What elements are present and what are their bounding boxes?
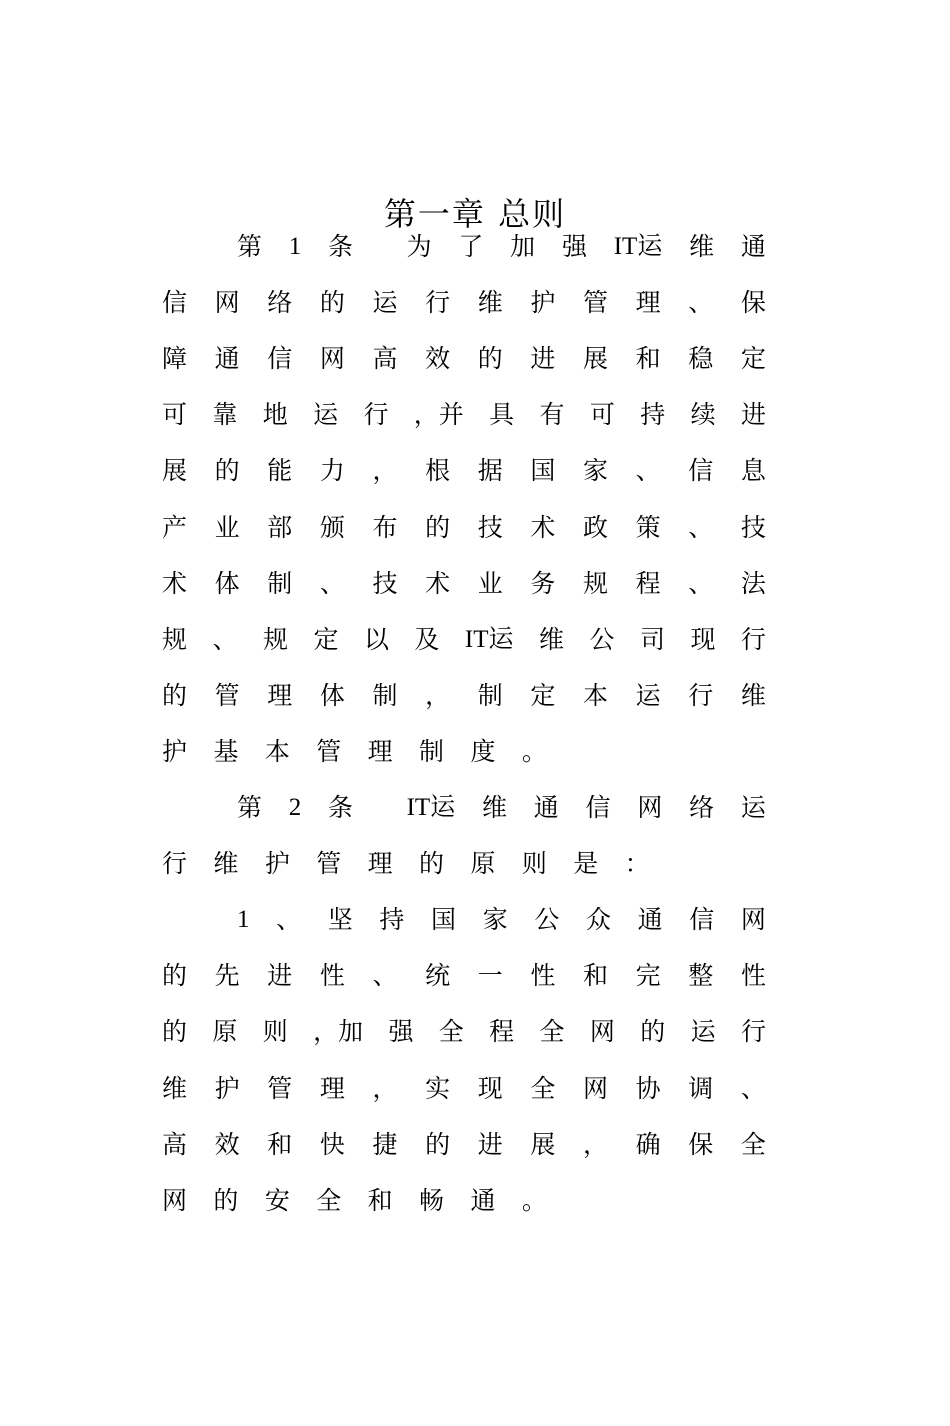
text-char: 、 xyxy=(688,288,714,318)
text-char: 基 xyxy=(213,736,239,766)
text-char: 理 xyxy=(635,288,661,318)
text-char: 保 xyxy=(688,1129,714,1159)
text-char: 、 xyxy=(740,1073,766,1103)
text-char: 技 xyxy=(477,512,503,542)
text-char: 行 xyxy=(740,624,766,654)
text-char: 维 xyxy=(162,1073,188,1103)
text-char: 保 xyxy=(740,288,766,318)
text-char: 定 xyxy=(740,344,766,374)
text-char: 运 xyxy=(372,288,398,318)
text-char: 管 xyxy=(316,849,342,879)
text-char: 理 xyxy=(367,736,393,766)
text-char: 策 xyxy=(635,512,661,542)
text-char: 体 xyxy=(214,568,240,598)
text-char: 根 xyxy=(425,456,451,486)
text-char: ： xyxy=(624,849,650,879)
text-char: 现 xyxy=(477,1073,503,1103)
text-char: 规 xyxy=(162,624,188,654)
text-char: 法 xyxy=(740,568,766,598)
text-char: 护 xyxy=(214,1073,240,1103)
text-char: 、 xyxy=(319,568,345,598)
text-char: 高 xyxy=(162,1129,188,1159)
text-char: 以 xyxy=(363,624,389,654)
text-char: 和 xyxy=(267,1129,293,1159)
text-char: 维 xyxy=(538,624,564,654)
text-char: 维 xyxy=(689,232,715,261)
text-char: 家 xyxy=(482,905,508,935)
text-line xyxy=(162,959,766,993)
text-char: 网 xyxy=(637,793,663,822)
text-char: 的 xyxy=(162,961,188,991)
text-line xyxy=(162,286,766,320)
text-char: 行 xyxy=(162,849,188,879)
text-char: 规 xyxy=(583,568,609,598)
text-char: 2 xyxy=(288,794,302,821)
text-char: 。 xyxy=(521,736,547,766)
text-char: 本 xyxy=(264,736,290,766)
text-line xyxy=(237,230,766,264)
text-char: 络 xyxy=(267,288,293,318)
text-char: 颁 xyxy=(319,512,345,542)
text-char: 进 xyxy=(530,344,556,374)
text-char: 效 xyxy=(425,344,451,374)
text-char: 、 xyxy=(276,905,302,935)
text-char: 维 xyxy=(740,680,766,710)
text-char: 和 xyxy=(583,961,609,991)
text-char: 技 xyxy=(372,568,398,598)
text-char: 通 xyxy=(470,1185,496,1215)
text-char: ， xyxy=(372,1073,398,1103)
text-char: 络 xyxy=(689,793,715,822)
text-char: 和 xyxy=(367,1185,393,1215)
text-char: 制 xyxy=(419,736,445,766)
text-char: 确 xyxy=(635,1129,661,1159)
text-char: 的 xyxy=(162,680,188,710)
text-char: 本 xyxy=(583,680,609,710)
text-char: 规 xyxy=(262,624,288,654)
text-char: 务 xyxy=(530,568,556,598)
text-line xyxy=(237,791,766,825)
text-line xyxy=(162,1184,766,1218)
text-char: 信 xyxy=(267,344,293,374)
text-char: 术 xyxy=(425,568,451,598)
text-char: 原 xyxy=(212,1017,238,1047)
text-char: 具 xyxy=(489,400,515,430)
text-char: 行 xyxy=(740,1017,766,1047)
text-char: 护 xyxy=(530,288,556,318)
text-char: 1 xyxy=(288,233,302,260)
text-char: 有 xyxy=(539,400,565,430)
text-char: 维 xyxy=(481,793,507,822)
text-char: 行 xyxy=(363,400,389,430)
text-char: 及 xyxy=(414,624,440,654)
text-char: 维 xyxy=(477,288,503,318)
text-char: 条 xyxy=(328,793,354,822)
text-char: 性 xyxy=(740,961,766,991)
text-char: 一 xyxy=(477,961,503,991)
text-char: 的 xyxy=(425,1129,451,1159)
text-char: 管 xyxy=(267,1073,293,1103)
text-line xyxy=(162,567,766,601)
text-char: ， xyxy=(425,680,451,710)
text-char: 司 xyxy=(639,624,665,654)
text-line xyxy=(162,623,766,657)
text-char: 护 xyxy=(264,849,290,879)
text-char: 国 xyxy=(530,456,556,486)
text-char: 。 xyxy=(521,1185,547,1215)
text-char: 进 xyxy=(740,400,766,430)
text-line xyxy=(162,847,766,881)
text-char: 网 xyxy=(319,344,345,374)
text-char: 息 xyxy=(740,456,766,486)
text-char: 坚 xyxy=(327,905,353,935)
text-char: 稳 xyxy=(688,344,714,374)
text-line xyxy=(162,735,766,769)
text-char: 据 xyxy=(477,456,503,486)
text-char: 的 xyxy=(214,456,240,486)
text-char: 通 xyxy=(214,344,240,374)
text-char: 管 xyxy=(214,680,240,710)
text-char: 为 xyxy=(406,232,432,261)
text-char: 能 xyxy=(267,456,293,486)
text-char: 协 xyxy=(635,1073,661,1103)
text-char: 全 xyxy=(530,1073,556,1103)
text-char: 网 xyxy=(740,905,766,935)
text-char: 进 xyxy=(267,961,293,991)
text-char: 术 xyxy=(162,568,188,598)
text-char: 快 xyxy=(319,1129,345,1159)
text-char: 管 xyxy=(583,288,609,318)
text-char: 障 xyxy=(162,344,188,374)
text-char: 的 xyxy=(640,1017,666,1047)
text-char: 通 xyxy=(533,793,559,822)
text-char: 业 xyxy=(214,512,240,542)
text-char: 众 xyxy=(585,905,611,935)
text-char: 通 xyxy=(637,905,663,935)
text-char: 制 xyxy=(267,568,293,598)
text-char: 技 xyxy=(740,512,766,542)
text-char: IT运 xyxy=(406,794,456,821)
text-line xyxy=(237,903,766,937)
text-char: 理 xyxy=(267,680,293,710)
text-char: 网 xyxy=(589,1017,615,1047)
text-char: 信 xyxy=(585,793,611,822)
text-char: 持 xyxy=(379,905,405,935)
text-char: 体 xyxy=(319,680,345,710)
text-char: 度 xyxy=(470,736,496,766)
text-line xyxy=(162,454,766,488)
text-char: 条 xyxy=(328,232,354,261)
text-char: 调 xyxy=(688,1073,714,1103)
text-char: 展 xyxy=(583,344,609,374)
text-char: 全 xyxy=(539,1017,565,1047)
text-char: 完 xyxy=(635,961,661,991)
text-char: 全 xyxy=(316,1185,342,1215)
text-char: 国 xyxy=(431,905,457,935)
text-char: 展 xyxy=(162,456,188,486)
text-char: 捷 xyxy=(372,1129,398,1159)
text-char: 定 xyxy=(530,680,556,710)
text-char: 和 xyxy=(635,344,661,374)
text-char: 理 xyxy=(367,849,393,879)
text-char: 原 xyxy=(470,849,496,879)
text-char: 展 xyxy=(530,1129,556,1159)
text-char: 第 xyxy=(237,232,263,261)
text-char: 先 xyxy=(214,961,240,991)
text-char: 产 xyxy=(162,512,188,542)
text-char: 可 xyxy=(589,400,615,430)
text-char: 行 xyxy=(425,288,451,318)
text-char: 公 xyxy=(534,905,560,935)
text-char: 全 xyxy=(740,1129,766,1159)
text-char: ，并 xyxy=(413,400,464,430)
text-char: 的 xyxy=(477,344,503,374)
text-char: 网 xyxy=(162,1185,188,1215)
text-char: 护 xyxy=(162,736,188,766)
text-line xyxy=(162,398,766,432)
text-char: 的 xyxy=(319,288,345,318)
text-char: 进 xyxy=(477,1129,503,1159)
text-char: 程 xyxy=(489,1017,515,1047)
text-line xyxy=(162,342,766,376)
text-char: 整 xyxy=(688,961,714,991)
text-char: 制 xyxy=(372,680,398,710)
text-char: 公 xyxy=(589,624,615,654)
text-char: 效 xyxy=(214,1129,240,1159)
text-char: 管 xyxy=(316,736,342,766)
text-char: 运 xyxy=(635,680,661,710)
text-line xyxy=(162,679,766,713)
text-char: 理 xyxy=(319,1073,345,1103)
text-char: 术 xyxy=(530,512,556,542)
text-char: 了 xyxy=(458,232,484,261)
text-char: 强 xyxy=(561,232,587,261)
text-char: 畅 xyxy=(419,1185,445,1215)
text-char: 政 xyxy=(583,512,609,542)
text-char: 的 xyxy=(425,512,451,542)
text-char: 业 xyxy=(477,568,503,598)
text-char: 的 xyxy=(213,1185,239,1215)
text-char: 现 xyxy=(690,624,716,654)
text-char: 制 xyxy=(477,680,503,710)
text-char: ， xyxy=(583,1129,609,1159)
text-char: 实 xyxy=(425,1073,451,1103)
text-char: 运 xyxy=(740,793,766,822)
text-char: 1 xyxy=(237,906,250,934)
text-char: 加 xyxy=(510,232,536,261)
text-char: 的 xyxy=(419,849,445,879)
text-char: 网 xyxy=(214,288,240,318)
text-char: 性 xyxy=(530,961,556,991)
text-char: 高 xyxy=(372,344,398,374)
text-char: 行 xyxy=(688,680,714,710)
text-char: 信 xyxy=(689,905,715,935)
text-char: 的 xyxy=(162,1017,188,1047)
text-char: 运 xyxy=(690,1017,716,1047)
text-char: 、 xyxy=(212,624,238,654)
text-line xyxy=(162,1015,766,1049)
text-char: 维 xyxy=(213,849,239,879)
text-char: 信 xyxy=(162,288,188,318)
text-char: 地 xyxy=(262,400,288,430)
text-char: 第 xyxy=(237,793,263,822)
text-char: 全 xyxy=(438,1017,464,1047)
text-char: 定 xyxy=(313,624,339,654)
text-char: 可 xyxy=(162,400,188,430)
text-char: 、 xyxy=(635,456,661,486)
text-char: ，加 xyxy=(313,1017,364,1047)
text-char: 程 xyxy=(635,568,661,598)
text-char: 信 xyxy=(688,456,714,486)
text-char: 通 xyxy=(740,232,766,261)
text-char: 、 xyxy=(688,512,714,542)
text-char: 、 xyxy=(372,961,398,991)
text-char: 性 xyxy=(319,961,345,991)
text-char: 布 xyxy=(372,512,398,542)
text-char: 家 xyxy=(583,456,609,486)
text-line xyxy=(162,1072,766,1106)
text-char: 统 xyxy=(425,961,451,991)
text-char: IT运 xyxy=(464,625,514,653)
text-char: 运 xyxy=(313,400,339,430)
chapter-title: 第一章 总则 xyxy=(383,195,567,233)
text-char: 部 xyxy=(267,512,293,542)
text-char: 续 xyxy=(690,400,716,430)
text-char: 持 xyxy=(640,400,666,430)
text-char: 力 xyxy=(319,456,345,486)
text-char: 、 xyxy=(688,568,714,598)
text-char: 靠 xyxy=(212,400,238,430)
text-char: 是 xyxy=(573,849,599,879)
text-line xyxy=(162,511,766,545)
text-char: 安 xyxy=(264,1185,290,1215)
text-line xyxy=(162,1128,766,1162)
text-char: 网 xyxy=(583,1073,609,1103)
text-char: 则 xyxy=(262,1017,288,1047)
text-char: IT运 xyxy=(613,233,663,260)
text-char: 则 xyxy=(521,849,547,879)
text-char: ， xyxy=(372,456,398,486)
text-char: 强 xyxy=(388,1017,414,1047)
